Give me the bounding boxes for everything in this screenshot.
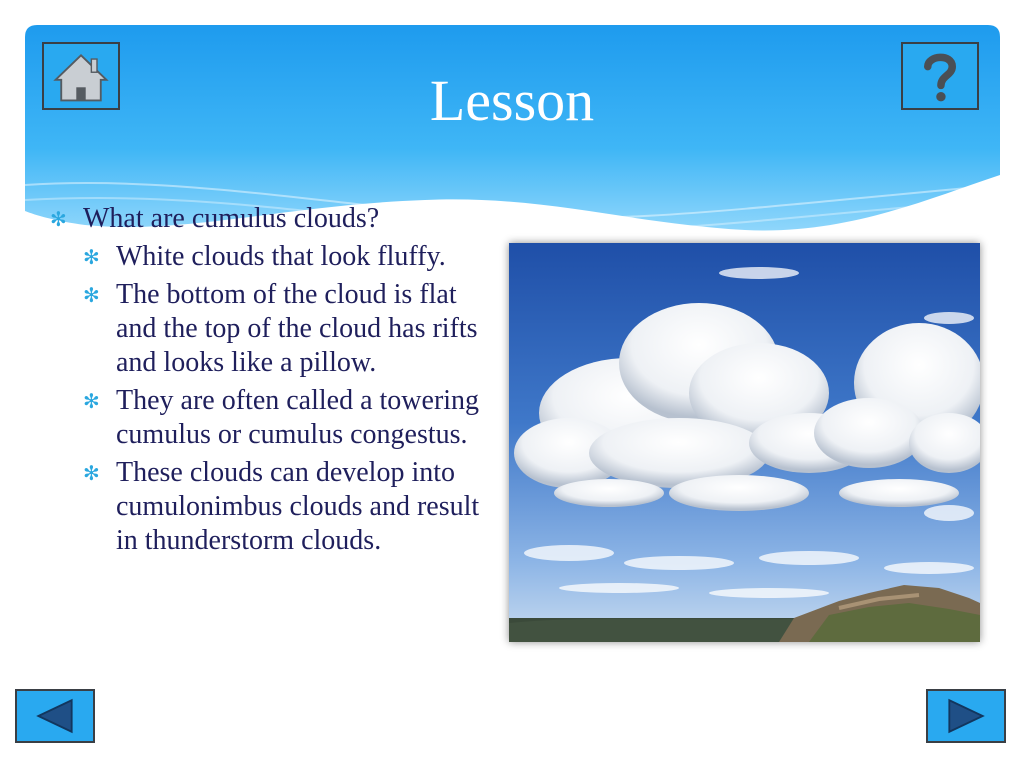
bullet-icon: ✻ bbox=[83, 245, 100, 269]
question-mark-icon bbox=[903, 44, 977, 108]
cumulus-clouds-photo bbox=[509, 243, 980, 642]
list-item bbox=[50, 202, 480, 236]
bullet-text: The bottom of the cloud is flat and the top of the cloud has rifts and looks like a pillow. bbox=[116, 279, 478, 378]
bullet-icon: ✻ bbox=[50, 207, 67, 231]
right-arrow-icon bbox=[928, 691, 1004, 741]
bullet-icon: ✻ bbox=[83, 461, 100, 485]
sub-list-item bbox=[83, 240, 480, 274]
bullet-icon: ✻ bbox=[83, 283, 100, 307]
left-arrow-icon bbox=[17, 691, 93, 741]
bullet-text: They are often called a towering cumulus or cumulus congestus. bbox=[116, 385, 480, 450]
slide-title: Lesson bbox=[429, 68, 595, 133]
previous-button[interactable] bbox=[15, 689, 95, 743]
next-button[interactable] bbox=[926, 689, 1006, 743]
bullet-text: White clouds that look fluffy. bbox=[116, 241, 446, 272]
sub-list-item bbox=[83, 278, 480, 380]
home-icon bbox=[44, 44, 118, 108]
sub-list-item bbox=[83, 384, 480, 452]
bullet-text: These clouds can develop into cumulonimbus clouds and result in thunderstorm clouds. bbox=[116, 457, 480, 556]
bullet-icon: ✻ bbox=[83, 389, 100, 413]
sub-list-item bbox=[83, 456, 480, 558]
bullet-list bbox=[50, 202, 480, 558]
help-button[interactable] bbox=[901, 42, 979, 110]
home-button[interactable] bbox=[42, 42, 120, 110]
bullet-text: What are cumulus clouds? bbox=[83, 203, 380, 234]
